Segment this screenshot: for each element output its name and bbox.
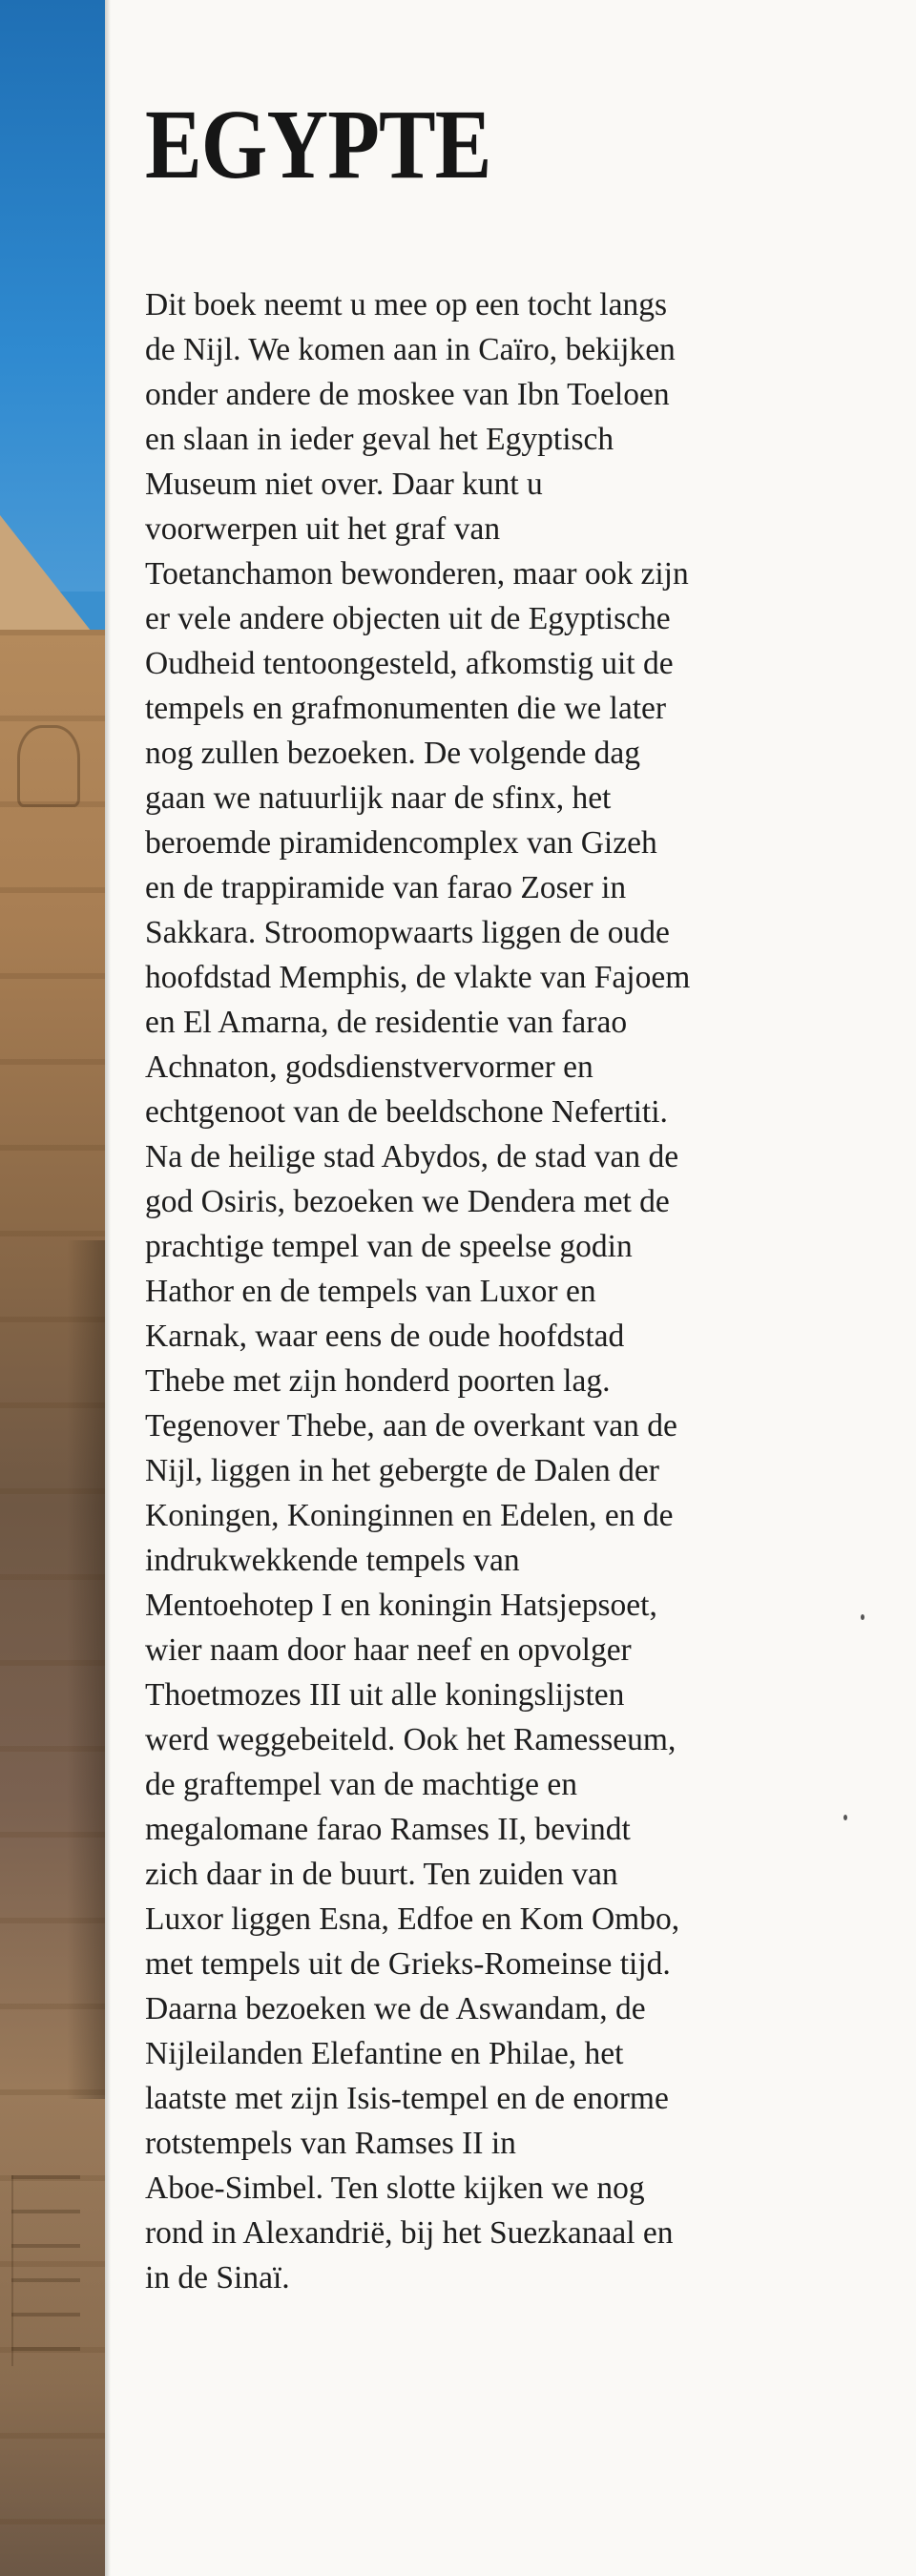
blurb-line: Koningen, Koninginnen en Edelen, en de (145, 1498, 674, 1533)
edge-shadow (105, 0, 111, 2576)
blurb-line: en El Amarna, de residentie van farao (145, 1005, 628, 1040)
blurb-line: Thebe met zijn honderd poorten lag. (145, 1363, 611, 1399)
blurb-line: beroemde piramidencomplex van Gizeh (145, 825, 657, 861)
blurb-line: Na de heilige stad Abydos, de stad van de (145, 1139, 679, 1174)
blurb-line: megalomane farao Ramses II, bevindt (145, 1812, 631, 1847)
blurb-line: prachtige tempel van de speelse godin (145, 1229, 633, 1264)
blurb-line: Nijleilanden Elefantine en Philae, het (145, 2036, 624, 2071)
pyramid (0, 515, 105, 649)
blurb-line: Mentoehotep I en koningin Hatsjepsoet, (145, 1588, 657, 1623)
temple-photo-strip (0, 0, 105, 2576)
blurb-line: onder andere de moskee van Ibn Toeloen (145, 377, 670, 412)
blurb-line: er vele andere objecten uit de Egyptische (145, 601, 671, 636)
blurb-line: echtgenoot van de beeldschone Nefertiti. (145, 1094, 668, 1130)
blurb-line: hoofdstad Memphis, de vlakte van Fajoem (145, 960, 691, 995)
text-column (145, 90, 851, 2300)
blurb-line: god Osiris, bezoeken we Dendera met de (145, 1184, 670, 1219)
blurb-line: Sakkara. Stroomopwaarts liggen de oude (145, 915, 670, 950)
blurb-line: zich daar in de buurt. Ten zuiden van (145, 1857, 618, 1892)
blurb-line: nog zullen bezoeken. De volgende dag (145, 736, 641, 771)
print-speck (843, 1815, 847, 1820)
sky (0, 0, 105, 592)
blurb-line: rotstempels van Ramses II in (145, 2126, 516, 2161)
blurb-line: Toetanchamon bewonderen, maar ook zijn (145, 556, 689, 592)
blurb-line: Achnaton, godsdienstvervormer en (145, 1049, 593, 1085)
blurb-line: en slaan in ieder geval het Egyptisch (145, 422, 614, 457)
blurb-line: tempels en grafmonumenten die we later (145, 691, 667, 726)
blurb-line: Museum niet over. Daar kunt u (145, 467, 543, 502)
column-shadow (67, 1240, 105, 2099)
blurb-line: voorwerpen uit het graf van (145, 511, 501, 547)
blurb-line: werd weggebeiteld. Ook het Ramesseum, (145, 1722, 677, 1757)
blurb-line: Tegenover Thebe, aan de overkant van de (145, 1408, 677, 1444)
blurb-line: Luxor liggen Esna, Edfoe en Kom Ombo, (145, 1901, 680, 1937)
blurb-line: Dit boek neemt u mee op een tocht langs (145, 287, 668, 322)
blurb-line: laatste met zijn Isis-tempel en de enorme (145, 2081, 669, 2116)
blurb-line: in de Sinaï. (145, 2260, 290, 2296)
blurb-line: Daarna bezoeken we de Aswandam, de (145, 1991, 646, 2026)
blurb-line: Hathor en de tempels van Luxor en (145, 1274, 596, 1309)
blurb-line: en de trappiramide van farao Zoser in (145, 870, 627, 905)
blurb-line: Oudheid tentoongesteld, afkomstig uit de (145, 646, 674, 681)
blurb-line: Nijl, liggen in het gebergte de Dalen der (145, 1453, 659, 1488)
blurb-line: Thoetmozes III uit alle koningslijsten (145, 1677, 625, 1713)
book-title: EGYPTE (145, 90, 491, 199)
blurb-line: de Nijl. We komen aan in Caïro, bekijken (145, 332, 676, 367)
blurb-line: rond in Alexandrië, bij het Suezkanaal en (145, 2215, 674, 2251)
blurb-line: met tempels uit de Grieks-Romeinse tijd. (145, 1946, 671, 1982)
blurb-line: Aboe-Simbel. Ten slotte kijken we nog (145, 2171, 645, 2206)
blurb-line: de graftempel van de machtige en (145, 1767, 577, 1802)
hieroglyph-carving (11, 2175, 80, 2366)
blurb-line: gaan we natuurlijk naar de sfinx, het (145, 780, 612, 816)
relief-carving (17, 725, 80, 807)
blurb-text (145, 282, 851, 2300)
print-speck (861, 1614, 864, 1620)
blurb-line: indrukwekkende tempels van (145, 1543, 520, 1578)
blurb-line: Karnak, waar eens de oude hoofdstad (145, 1319, 625, 1354)
blurb-line: wier naam door haar neef en opvolger (145, 1632, 632, 1668)
